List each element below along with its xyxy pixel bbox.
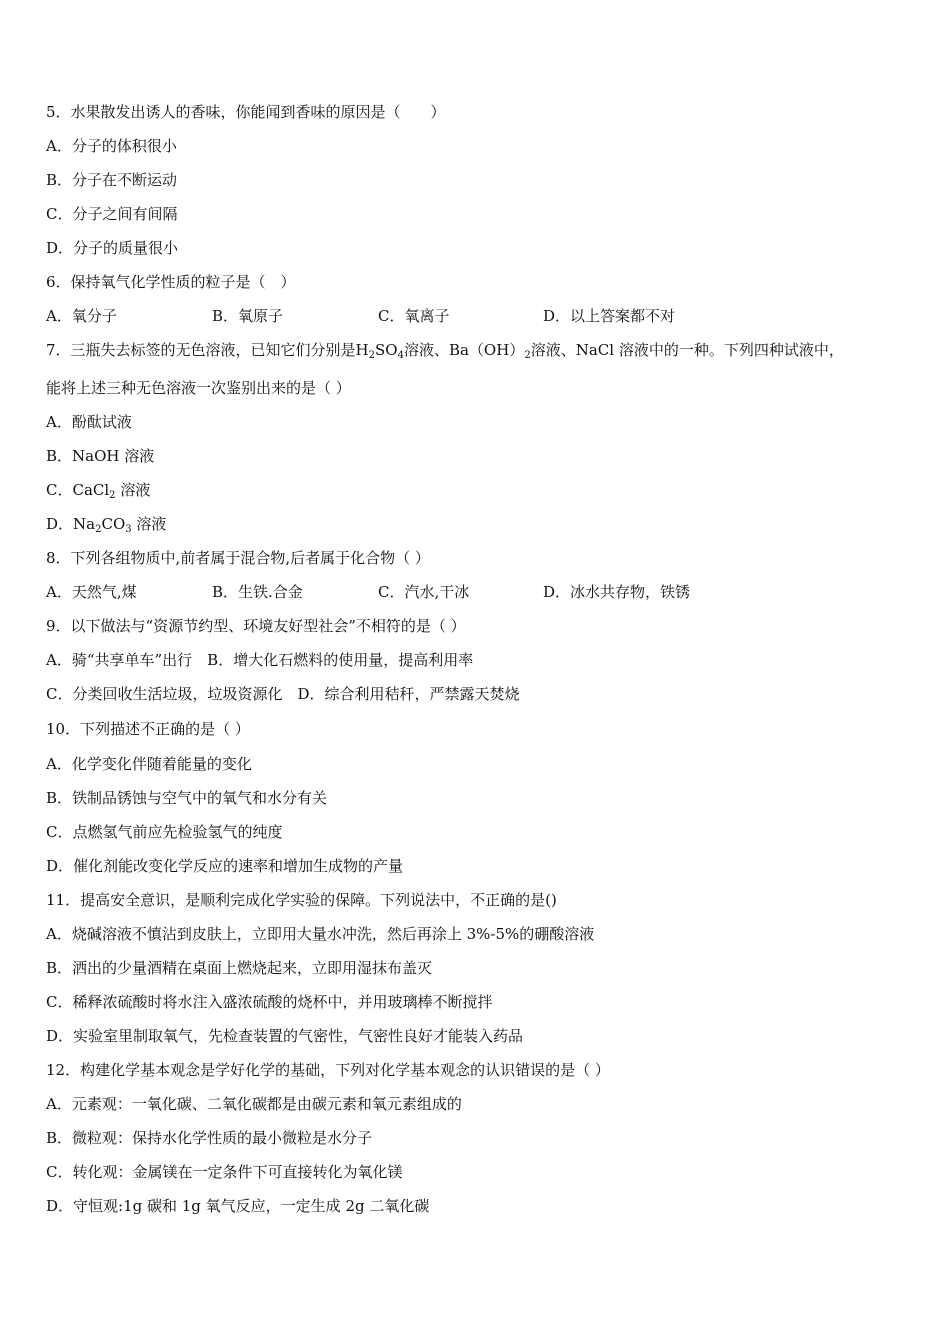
q6-option-b: B．氧原子 xyxy=(212,307,284,325)
q7-option-b: B．NaOH 溶液 xyxy=(46,447,155,465)
q11-option-d: D．实验室里制取氧气，先检查装置的气密性，气密性良好才能装入药品 xyxy=(46,1027,524,1045)
q12-option-b: B．微粒观：保持水化学性质的最小微粒是水分子 xyxy=(46,1129,373,1147)
q11-option-c: C．稀释浓硫酸时将水注入盛浓硫酸的烧杯中，并用玻璃棒不断搅拌 xyxy=(46,993,493,1011)
q8-option-b: B．生铁.合金 xyxy=(212,583,303,601)
q8-option-a: A．天然气,煤 xyxy=(46,583,137,601)
q7-stem-part2: 溶液、Ba（OH） xyxy=(403,341,525,359)
q10-stem: 10．下列描述不正确的是（ ） xyxy=(46,720,250,738)
q11-stem: 11．提高安全意识，是顺利完成化学实验的保障。下列说法中，不正确的是() xyxy=(46,891,557,909)
q6-option-d: D．以上答案都不对 xyxy=(543,307,676,325)
q5-option-d: D．分子的质量很小 xyxy=(46,239,179,257)
baoh-subscript: 2 xyxy=(524,350,531,361)
q10-option-d: D．催化剂能改变化学反应的速率和增加生成物的产量 xyxy=(46,857,404,875)
q12-stem: 12．构建化学基本观念是学好化学的基础，下列对化学基本观念的认识错误的是（ ） xyxy=(46,1061,610,1079)
q5-option-a: A．分子的体积很小 xyxy=(46,137,177,155)
q6-option-a: A．氧分子 xyxy=(46,307,117,325)
q8-option-c: C．汽水,干冰 xyxy=(378,583,470,601)
q7-stem-line1 xyxy=(46,340,910,366)
q5-stem: 5．水果散发出诱人的香味，你能闻到香味的原因是（ ） xyxy=(46,103,446,121)
q10-option-b: B．铁制品锈蚀与空气中的氧气和水分有关 xyxy=(46,789,328,807)
q5-option-c: C．分子之间有间隔 xyxy=(46,205,178,223)
q7-stem-part3: 溶液、NaCl 溶液中的一种。下列四种试液中， xyxy=(530,341,844,359)
q7-stem-line2: 能将上述三种无色溶液一次鉴别出来的是（ ） xyxy=(46,379,351,397)
q7-option-a: A．酚酞试液 xyxy=(46,413,132,431)
q11-option-b: B．洒出的少量酒精在桌面上燃烧起来，立即用湿抹布盖灭 xyxy=(46,959,433,977)
q7-option-c: C．CaCl$_2$ 溶液 xyxy=(46,481,151,501)
q7-option-d: D．$Na_2CO_3$ 溶液 xyxy=(46,515,167,535)
q10-option-a: A．化学变化伴随着能量的变化 xyxy=(46,755,252,773)
q12-option-a: A．元素观：一氧化碳、二氧化碳都是由碳元素和氧元素组成的 xyxy=(46,1095,462,1113)
q12-option-c: C．转化观：金属镁在一定条件下可直接转化为氧化镁 xyxy=(46,1163,403,1181)
q9-stem: 9．以下做法与“资源节约型、环境友好型社会”不相符的是（ ） xyxy=(46,617,466,635)
q6-option-c: C．氧离子 xyxy=(378,307,450,325)
q9-options-cd: C．分类回收生活垃圾，垃圾资源化 D．综合利用秸秆，严禁露天焚烧 xyxy=(46,685,520,703)
q5-option-b: B．分子在不断运动 xyxy=(46,171,178,189)
q11-option-a: A．烧碱溶液不慎沾到皮肤上，立即用大量水冲洗，然后再涂上 3%-5%的硼酸溶液 xyxy=(46,925,595,943)
q7-stem-part1: 7．三瓶失去标签的无色溶液，已知它们分别是 xyxy=(46,341,356,359)
q12-option-d: D．守恒观:1g 碳和 1g 氧气反应，一定生成 2g 二氧化碳 xyxy=(46,1197,430,1215)
q10-option-c: C．点燃氢气前应先检验氢气的纯度 xyxy=(46,823,283,841)
q8-stem: 8．下列各组物质中,前者属于混合物,后者属于化合物（ ） xyxy=(46,549,430,567)
q8-option-d: D．冰水共存物，铁锈 xyxy=(543,583,691,601)
q6-stem: 6．保持氧气化学性质的粒子是（ ） xyxy=(46,273,296,291)
formula-h2so4: $H_2SO_4$ xyxy=(355,341,404,361)
q9-options-ab: A．骑“共享单车”出行 B．增大化石燃料的使用量，提高利用率 xyxy=(46,651,474,669)
